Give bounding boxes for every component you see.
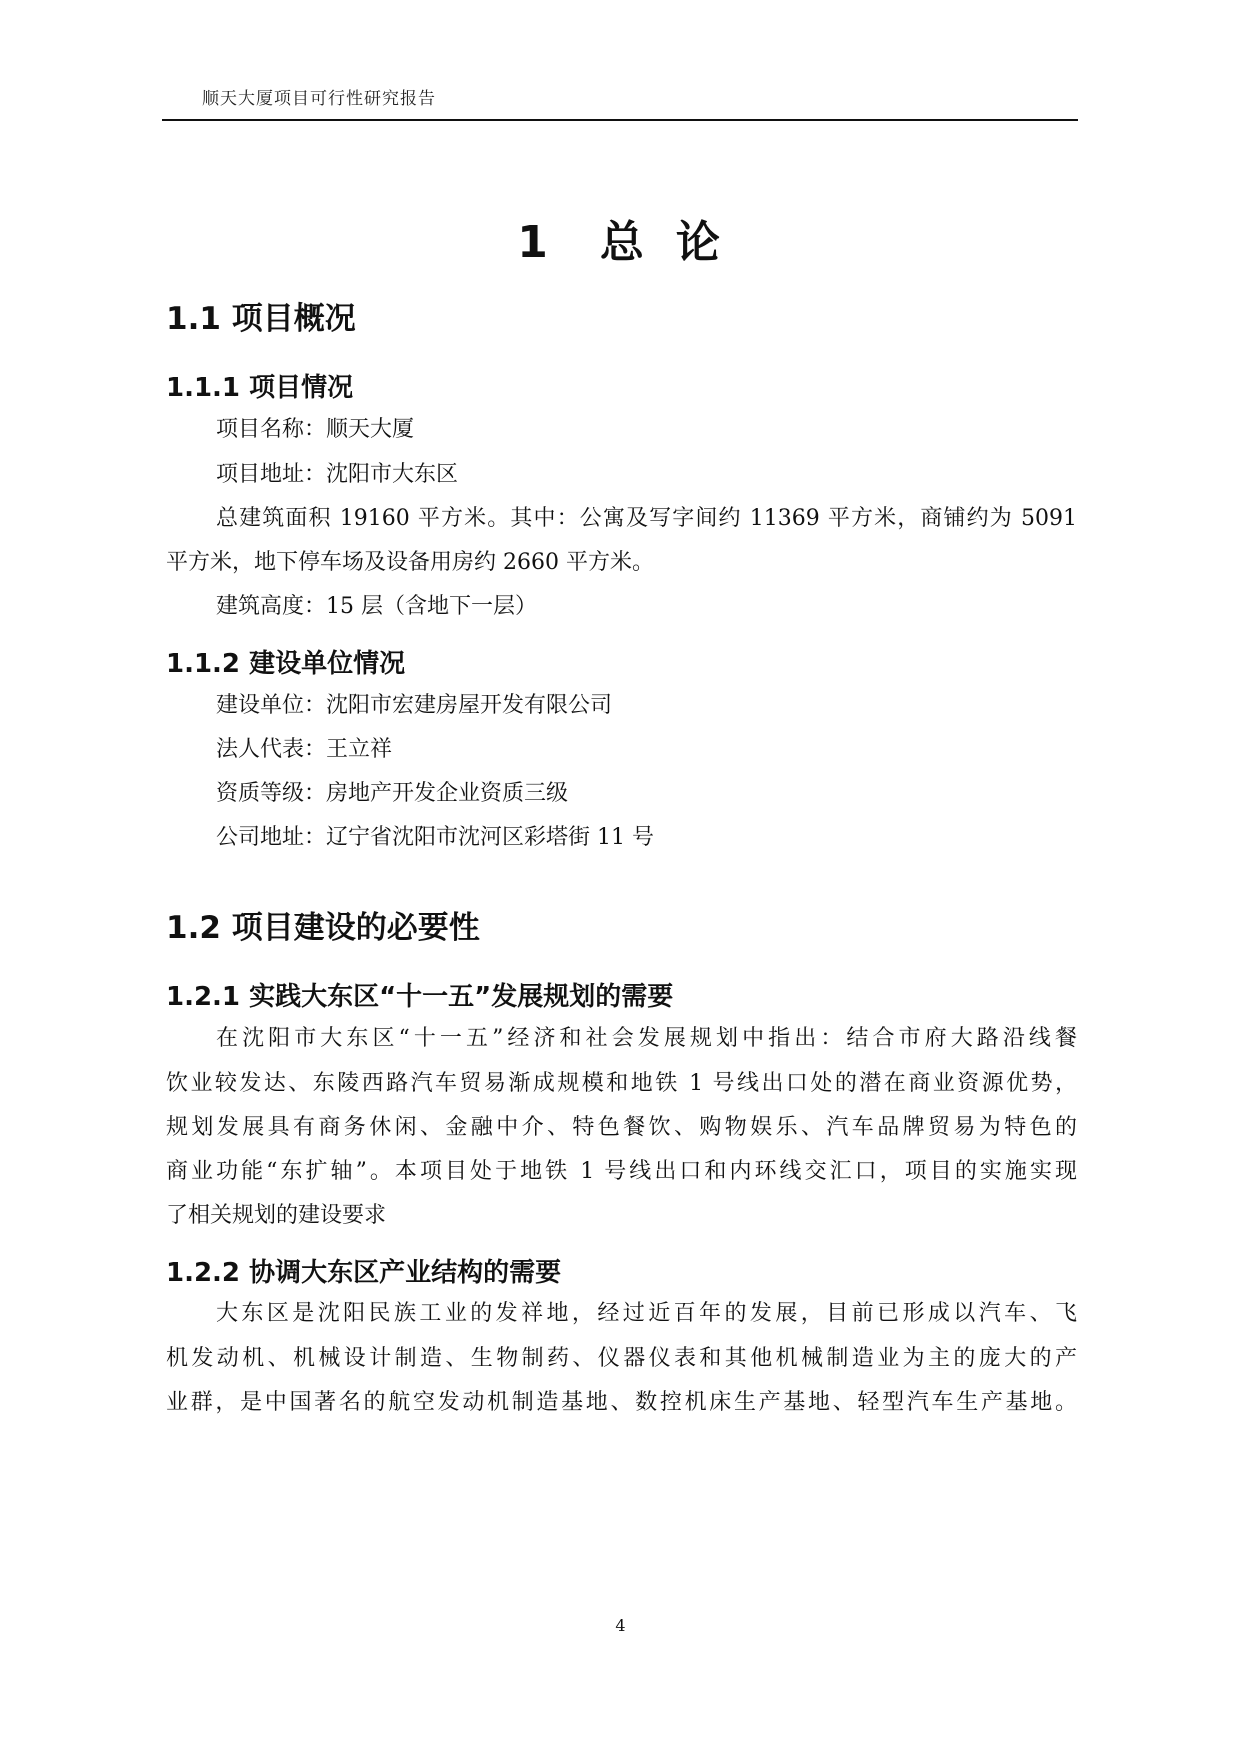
chapter-title [0,206,1241,270]
paragraph-line: 商业功能“东扩轴”。本项目处于地铁 1 号线出口和内环线交汇口，项目的实施实现 [166,1159,1077,1184]
paragraph-line: 公司地址：辽宁省沈阳市沈河区彩塔街 11 号 [216,825,654,850]
section-heading-1-1-2: 1.1.2 建设单位情况 [166,649,406,679]
chapter-title-char-1: 总 [599,217,648,268]
section-heading-1-1-1: 1.1.1 项目情况 [166,373,354,403]
paragraph-line: 大东区是沈阳民族工业的发祥地，经过近百年的发展，目前已形成以汽车、飞 [216,1301,1077,1326]
paragraph-line: 资质等级：房地产开发企业资质三级 [216,781,569,806]
paragraph-line: 建筑高度：15 层（含地下一层） [216,594,537,619]
header-rule [162,119,1078,121]
chapter-number: 1 [517,217,552,268]
page-number: 4 [615,1616,626,1635]
paragraph-line: 总建筑面积 19160 平方米。其中：公寓及写字间约 11369 平方米，商铺约为 5091 [216,506,1077,531]
paragraph-line: 业群，是中国著名的航空发动机制造基地、数控机床生产基地、轻型汽车生产基地。 [166,1390,1077,1415]
paragraph-line: 项目地址：沈阳市大东区 [216,462,459,487]
paragraph-line: 饮业较发达、东陵西路汽车贸易渐成规模和地铁 1 号线出口处的潜在商业资源优势， [166,1071,1077,1096]
paragraph-line: 平方米，地下停车场及设备用房约 2660 平方米。 [166,550,654,575]
paragraph-line: 项目名称：顺天大厦 [216,417,415,442]
section-heading-1-2-2: 1.2.2 协调大东区产业结构的需要 [166,1258,562,1288]
paragraph-line: 了相关规划的建设要求 [166,1203,387,1228]
running-header: 顺天大厦项目可行性研究报告 [202,89,436,109]
paragraph-line: 在沈阳市大东区“十一五”经济和社会发展规划中指出：结合市府大路沿线餐 [216,1026,1077,1051]
paragraph-line: 法人代表：王立祥 [216,737,393,762]
section-heading-1-1: 1.1 项目概况 [166,301,356,337]
chapter-title-char-2: 论 [675,217,724,268]
section-heading-1-2: 1.2 项目建设的必要性 [166,910,480,946]
paragraph-line: 规划发展具有商务休闲、金融中介、特色餐饮、购物娱乐、汽车品牌贸易为特色的 [166,1115,1077,1140]
section-heading-1-2-1: 1.2.1 实践大东区“十一五”发展规划的需要 [166,982,674,1012]
paragraph-line: 建设单位：沈阳市宏建房屋开发有限公司 [216,693,613,718]
paragraph-line: 机发动机、机械设计制造、生物制药、仪器仪表和其他机械制造业为主的庞大的产 [166,1346,1077,1371]
